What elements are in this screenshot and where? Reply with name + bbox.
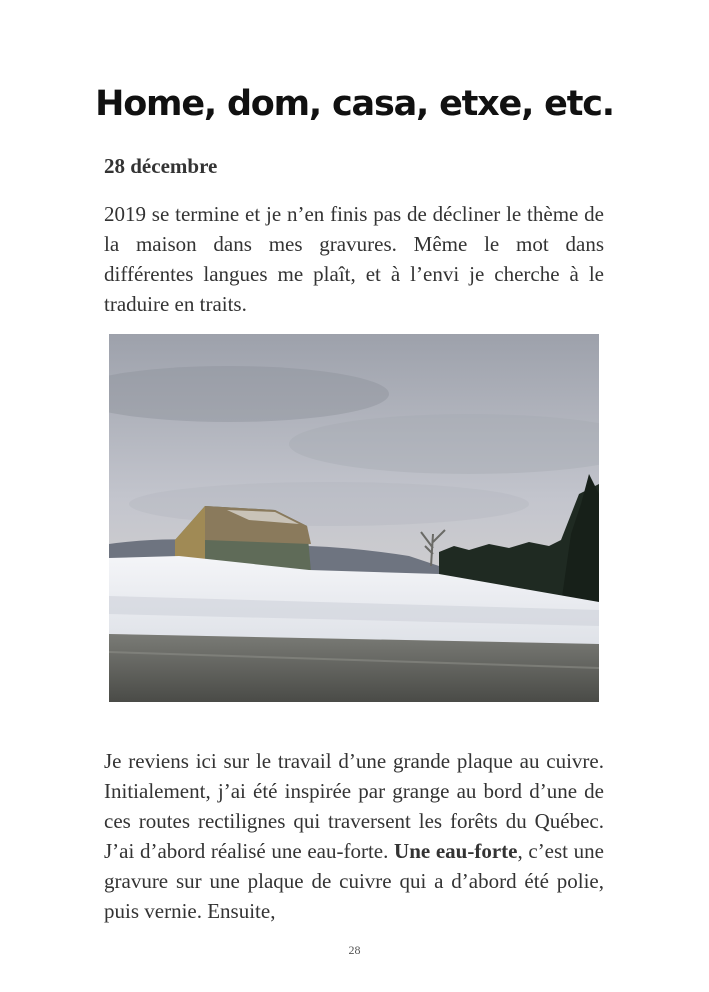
- page-number: 28: [348, 943, 361, 957]
- bold-term: Une eau-forte: [394, 839, 518, 863]
- paragraph-text-part2: , c’est une gravure sur une plaque de cuivre qui a d’abord été polie, puis vernie. Ensuite,: [104, 839, 604, 923]
- intro-paragraph: 2019 se termine et je n’en finis pas de décliner le thème de la maison dans mes gravures. Même le mot dans différentes langues me plaît, et à l’envi je cherche à le traduire en traits.: [104, 202, 604, 316]
- barn-photo: [109, 334, 599, 702]
- barn-landscape-image: [109, 334, 599, 702]
- body-paragraph: [104, 746, 604, 926]
- entry-date: 28 décembre: [104, 154, 218, 178]
- page-title: Home, dom, casa, etxe, etc.: [95, 84, 614, 124]
- paragraph-text-part1: Je reviens ici sur le travail d’une grande plaque au cuivre. Initialement, j’ai été inspirée par grange au bord d’une de ces routes rectilignes qui traversent les forêts du Québec. J’ai d’abord réalisé une eau-forte.: [104, 749, 604, 863]
